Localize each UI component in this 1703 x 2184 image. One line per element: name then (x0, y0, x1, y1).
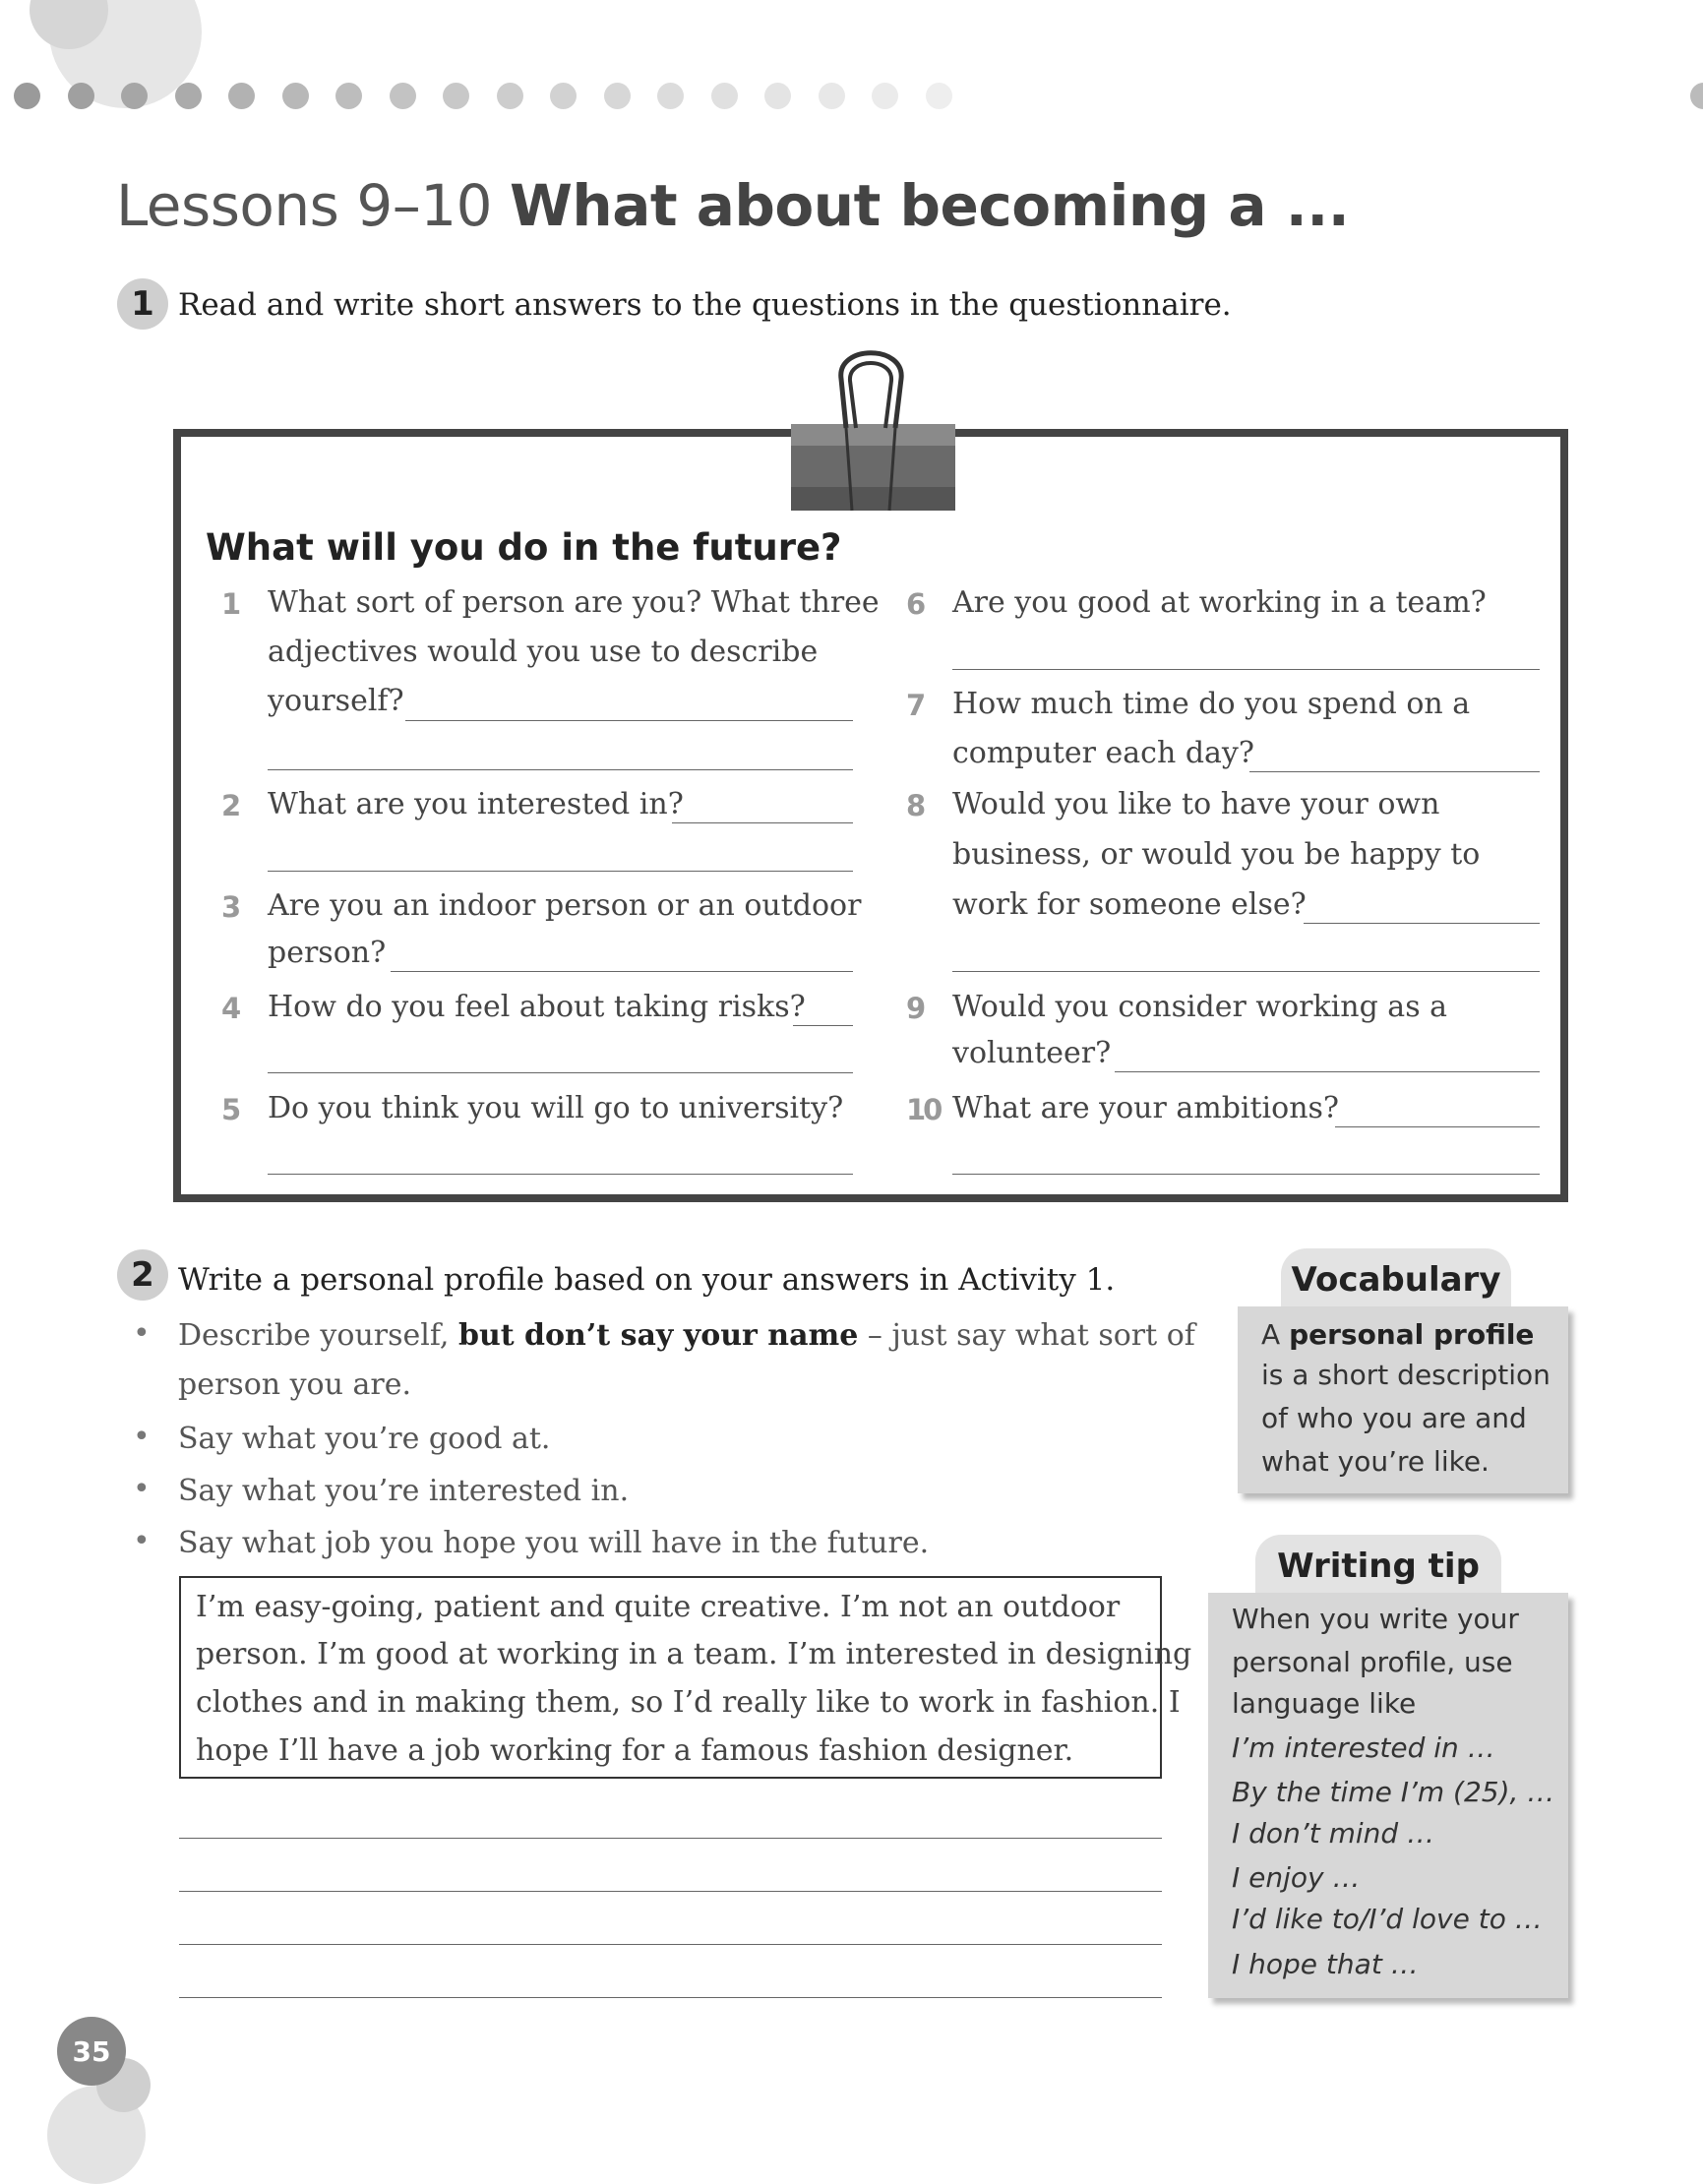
question-number: 7 (906, 689, 927, 722)
answer-line[interactable] (268, 1174, 853, 1175)
question-text: What sort of person are you? What three (268, 585, 880, 620)
sample-profile-text: person. I’m good at working in a team. I’m interested in designing (196, 1637, 1192, 1671)
answer-line[interactable] (1115, 1071, 1540, 1072)
writing-tip-text: personal profile, use (1232, 1646, 1513, 1678)
writing-tip-phrase: I don’t mind … (1232, 1817, 1435, 1850)
answer-line[interactable] (405, 720, 853, 721)
bullet-text: person you are. (178, 1367, 411, 1402)
vocabulary-text: what you’re like. (1261, 1445, 1490, 1478)
writing-tip-phrase: I enjoy … (1232, 1861, 1361, 1894)
decorative-dot (14, 83, 40, 109)
question-number: 9 (906, 992, 927, 1025)
writing-tip-phrase: I hope that … (1232, 1948, 1419, 1980)
bullet-text: Describe yourself, but don’t say your name – just say what sort of (178, 1318, 1195, 1353)
page-number-badge (57, 2017, 126, 2086)
binder-clip-icon (787, 339, 959, 516)
bullet-text: Say what job you hope you will have in the future. (178, 1526, 930, 1560)
questionnaire-heading: What will you do in the future? (206, 526, 842, 569)
question-text: Are you good at working in a team? (952, 585, 1487, 620)
answer-line[interactable] (952, 971, 1540, 972)
question-text: Would you like to have your own (952, 787, 1440, 821)
vocabulary-tab: Vocabulary (1281, 1248, 1511, 1311)
decorative-dot (604, 83, 631, 109)
bullet-icon: • (133, 1420, 151, 1454)
bullet-icon: • (133, 1472, 151, 1506)
question-text: How much time do you spend on a (952, 687, 1471, 721)
decorative-dot (872, 83, 898, 109)
writing-line[interactable] (179, 1891, 1162, 1892)
answer-line[interactable] (1249, 771, 1540, 772)
decorative-circle-edge (1690, 83, 1703, 109)
writing-tip-text: When you write your (1232, 1603, 1519, 1635)
answer-line[interactable] (268, 1072, 853, 1073)
question-number: 8 (906, 789, 927, 822)
decorative-dot (764, 83, 791, 109)
answer-line[interactable] (268, 769, 853, 770)
vocabulary-text: A personal profile (1261, 1318, 1535, 1351)
sample-profile-text: clothes and in making them, so I’d really like to work in fashion. I (196, 1685, 1181, 1720)
question-text: volunteer? (952, 1036, 1112, 1070)
decorative-dot (335, 83, 362, 109)
bullet-text: Say what you’re good at. (178, 1422, 551, 1456)
question-text: Would you consider working as a (952, 990, 1448, 1024)
question-number: 4 (221, 992, 242, 1025)
decorative-dot (175, 83, 202, 109)
question-text: adjectives would you use to describe (268, 635, 819, 669)
decorative-dot (711, 83, 738, 109)
question-text: yourself? (268, 684, 404, 718)
bullet-icon: • (133, 1524, 151, 1558)
answer-line[interactable] (952, 669, 1540, 670)
question-text: person? (268, 936, 387, 970)
question-text: business, or would you be happy to (952, 837, 1481, 872)
question-text: How do you feel about taking risks? (268, 990, 806, 1024)
decorative-dot (926, 83, 952, 109)
decorative-dot (68, 83, 94, 109)
vocabulary-text: is a short description (1261, 1359, 1551, 1391)
sample-profile-text: hope I’ll have a job working for a famous fashion designer. (196, 1733, 1074, 1768)
decorative-dot (443, 83, 469, 109)
answer-line[interactable] (793, 1025, 853, 1026)
activity-2-number: 2 (117, 1249, 168, 1301)
question-number: 2 (221, 789, 242, 822)
answer-line[interactable] (391, 971, 853, 972)
decorative-dot (550, 83, 577, 109)
question-number: 3 (221, 890, 242, 924)
bullet-icon: • (133, 1316, 151, 1351)
vocabulary-text: of who you are and (1261, 1402, 1527, 1434)
answer-line[interactable] (1335, 1126, 1540, 1127)
answer-line[interactable] (268, 871, 853, 872)
question-number: 5 (221, 1093, 242, 1126)
decorative-dot (819, 83, 845, 109)
answer-line[interactable] (672, 822, 853, 823)
decorative-dot (282, 83, 309, 109)
decorative-dot (497, 83, 523, 109)
writing-line[interactable] (179, 1944, 1162, 1945)
writing-line[interactable] (179, 1997, 1162, 1998)
question-text: computer each day? (952, 736, 1254, 770)
page-title: Lessons 9–10 What about becoming a ... (116, 172, 1350, 239)
writing-tip-text: language like (1232, 1687, 1417, 1720)
writing-tip-tab: Writing tip (1255, 1535, 1501, 1598)
writing-tip-phrase: I’m interested in … (1232, 1731, 1495, 1764)
activity-1-instruction: Read and write short answers to the questions in the questionnaire. (178, 287, 1232, 323)
question-number: 6 (906, 587, 927, 621)
decorative-dot (390, 83, 416, 109)
question-text: What are your ambitions? (952, 1091, 1340, 1125)
sample-profile-text: I’m easy-going, patient and quite creative. I’m not an outdoor (196, 1590, 1121, 1624)
bullet-text: Say what you’re interested in. (178, 1474, 630, 1508)
question-number: 1 (221, 587, 242, 621)
question-text: What are you interested in? (268, 787, 684, 821)
decorative-dot (657, 83, 684, 109)
question-number: 10 (906, 1093, 941, 1126)
question-text: Do you think you will go to university? (268, 1091, 844, 1125)
answer-line[interactable] (1304, 923, 1540, 924)
decorative-dot (228, 83, 255, 109)
writing-line[interactable] (179, 1838, 1162, 1839)
question-text: work for someone else? (952, 887, 1307, 922)
writing-tip-phrase: I’d like to/I’d love to … (1232, 1903, 1543, 1935)
activity-1-number: 1 (117, 278, 168, 330)
page-number: 35 (72, 2034, 111, 2068)
writing-tip-phrase: By the time I’m (25), … (1232, 1776, 1555, 1808)
answer-line[interactable] (952, 1174, 1540, 1175)
question-text: Are you an indoor person or an outdoor (268, 888, 862, 923)
decorative-dot (121, 83, 148, 109)
activity-2-instruction: Write a personal profile based on your answers in Activity 1. (178, 1262, 1116, 1298)
